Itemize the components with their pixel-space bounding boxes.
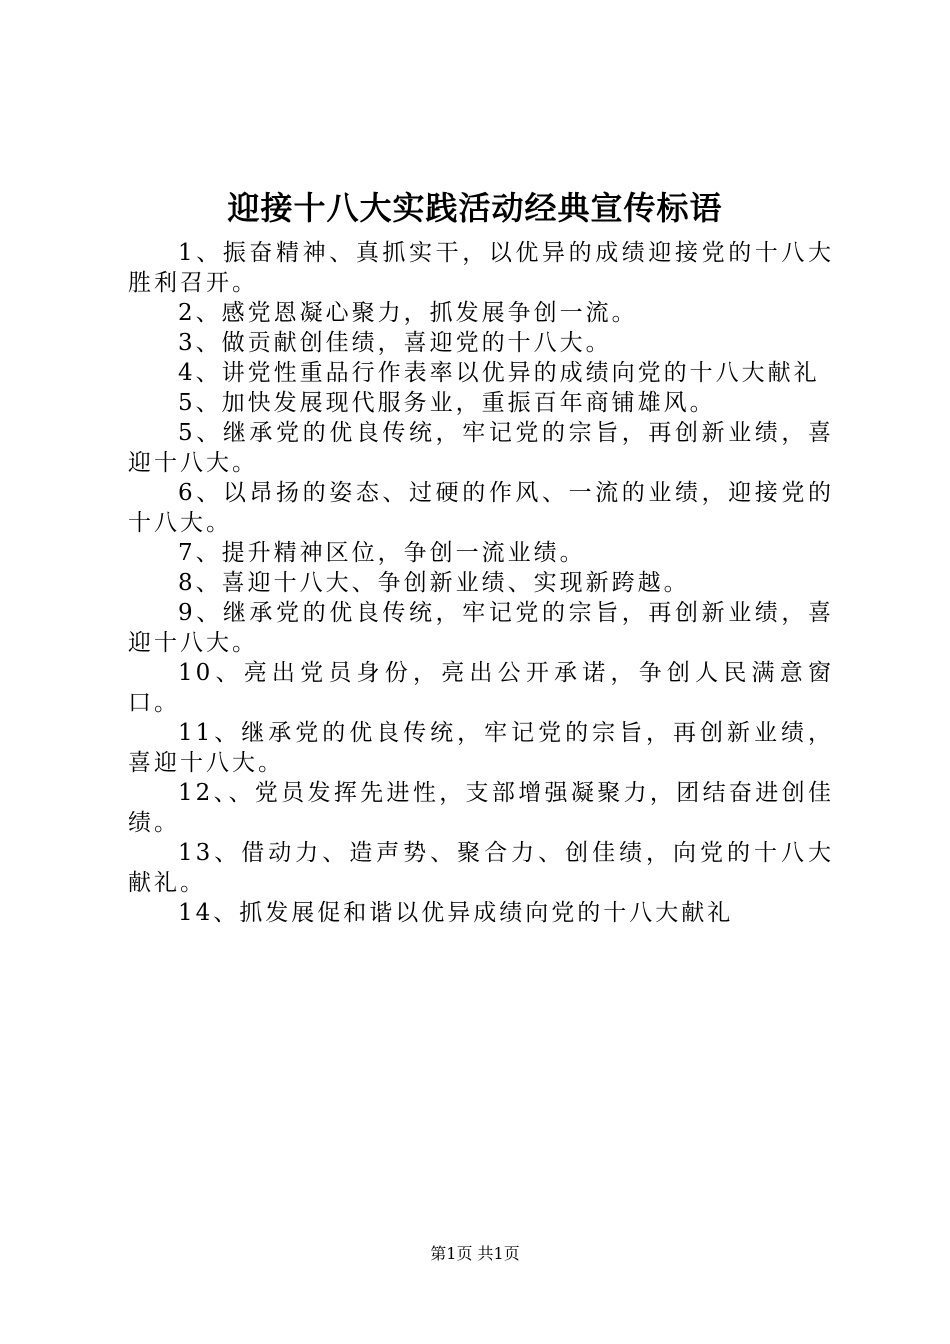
- slogan-paragraph: 8、喜迎十八大、争创新业绩、实现新跨越。: [178, 570, 690, 596]
- slogan-paragraph: 2、感党恩凝心聚力，抓发展争创一流。: [178, 300, 638, 326]
- slogan-paragraph: 11、继承党的优良传统，牢记党的宗旨，再创新业绩，喜迎十八大。: [128, 720, 834, 776]
- slogan-paragraph: 1、振奋精神、真抓实干，以优异的成绩迎接党的十八大胜利召开。: [128, 240, 834, 296]
- slogan-paragraph: 4、讲党性重品行作表率以优异的成绩向党的十八大献礼: [178, 360, 820, 386]
- slogan-paragraph: 3、做贡献创佳绩，喜迎党的十八大。: [178, 330, 612, 356]
- slogan-paragraph: 10、亮出党员身份，亮出公开承诺，争创人民满意窗口。: [128, 660, 834, 716]
- slogan-paragraph: 5、加快发展现代服务业，重振百年商铺雄风。: [178, 390, 716, 416]
- slogan-paragraph: 13、借动力、造声势、聚合力、创佳绩，向党的十八大献礼。: [128, 840, 834, 896]
- document-body: [128, 238, 834, 928]
- slogan-paragraph: 12、、党员发挥先进性，支部增强凝聚力，团结奋进创佳绩。: [128, 780, 834, 836]
- slogan-paragraph: 6、以昂扬的姿态、过硬的作风、一流的业绩，迎接党的十八大。: [128, 480, 834, 536]
- slogan-paragraph: 5、继承党的优良传统，牢记党的宗旨，再创新业绩，喜迎十八大。: [128, 420, 834, 476]
- slogan-paragraph: 14、抓发展促和谐以优异成绩向党的十八大献礼: [178, 900, 734, 926]
- page-number-footer: 第1页 共1页: [430, 1244, 520, 1263]
- slogan-paragraph: 9、继承党的优良传统，牢记党的宗旨，再创新业绩，喜迎十八大。: [128, 600, 834, 656]
- document-title: 迎接十八大实践活动经典宣传标语: [227, 189, 723, 227]
- slogan-paragraph: 7、提升精神区位，争创一流业绩。: [178, 540, 586, 566]
